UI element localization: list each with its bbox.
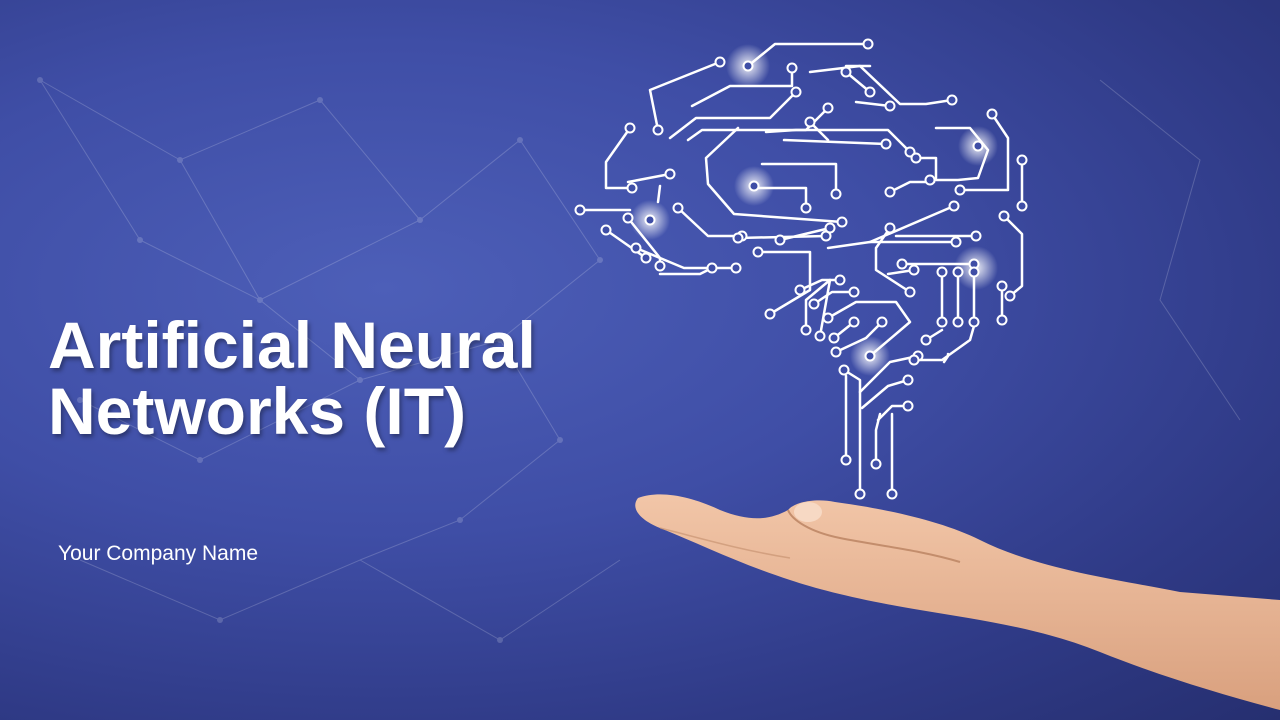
circuit-brain-icon: [570, 30, 1050, 510]
title-line-1: Artificial Neural: [48, 308, 536, 382]
open-hand-icon: [620, 480, 1280, 720]
title-line-2: Networks (IT): [48, 374, 467, 448]
company-name: Your Company Name: [58, 542, 258, 565]
